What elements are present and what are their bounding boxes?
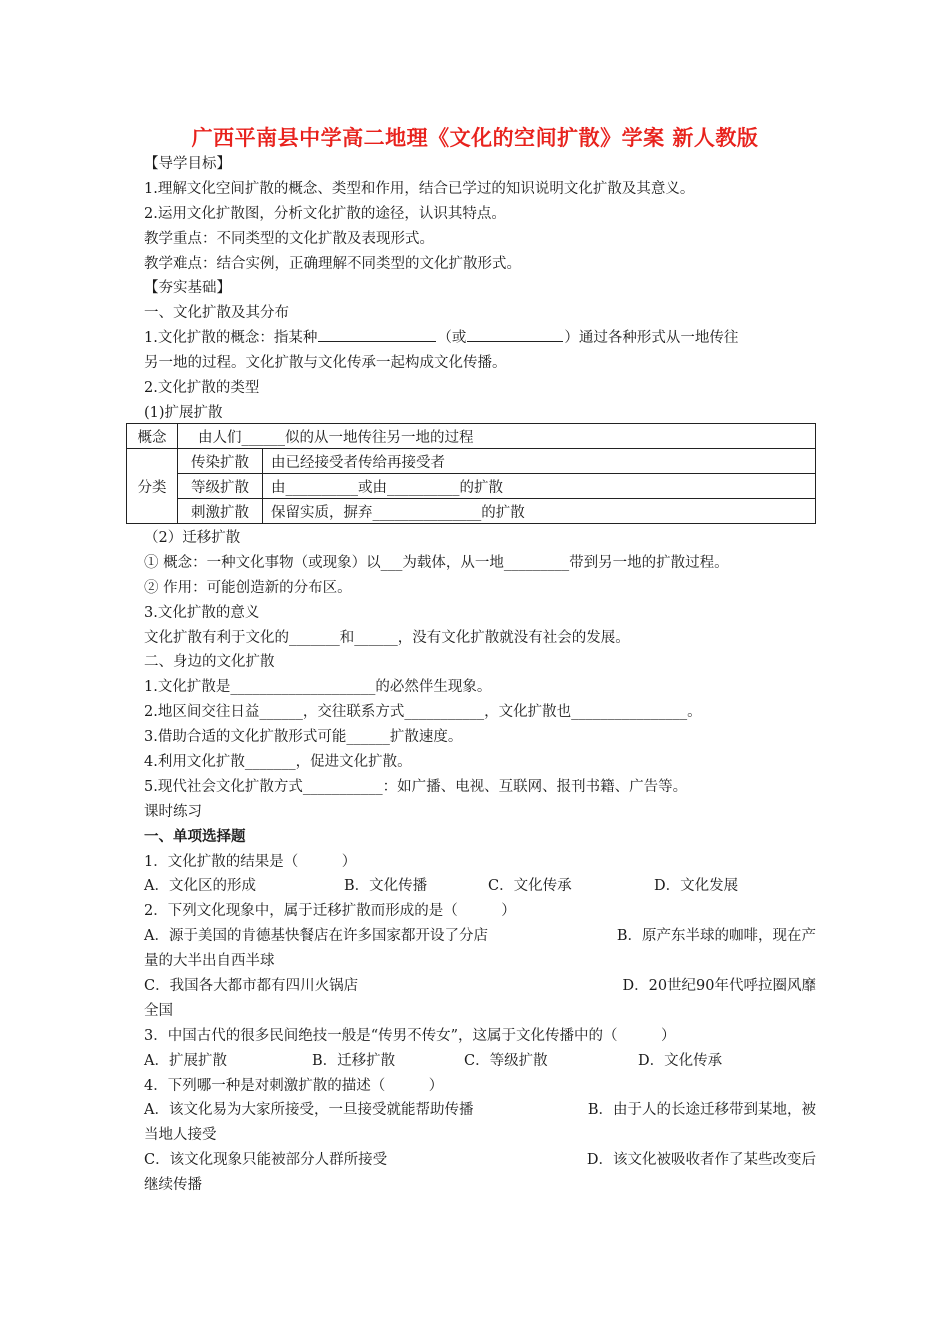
class-label-cell: 分类 bbox=[127, 449, 178, 524]
type-desc-cell: 由已经接受者传给再接受者 bbox=[263, 449, 816, 474]
question-1: 1．文化扩散的结果是（ ） bbox=[144, 853, 357, 870]
document-body bbox=[144, 152, 816, 426]
table-row bbox=[127, 474, 816, 499]
list-item: 3.借助合适的文化扩散形式可能______扩散速度。 bbox=[144, 729, 463, 746]
option-c: C．我国各大都市都有四川火锅店 bbox=[144, 978, 359, 995]
question-4-option-b-cont: 当地人接受 bbox=[144, 1127, 217, 1144]
table-row bbox=[127, 424, 816, 449]
table-row bbox=[127, 449, 816, 474]
type-name-cell: 等级扩散 bbox=[178, 474, 263, 499]
key-point-line: 教学重点：不同类型的文化扩散及表现形式。 bbox=[144, 230, 434, 247]
list-item: 4.利用文化扩散_______，促进文化扩散。 bbox=[144, 754, 412, 771]
table-row bbox=[127, 499, 816, 524]
document-body-continued bbox=[144, 526, 816, 1198]
question-2-options-ab bbox=[144, 924, 816, 949]
concept-line bbox=[144, 326, 816, 351]
concept-line-2: 另一地的过程。文化扩散与文化传承一起构成文化传播。 bbox=[144, 355, 507, 372]
goal-line-2: 2.运用文化扩散图，分析文化扩散的途径，认识其特点。 bbox=[144, 205, 506, 222]
option-c: C．等级扩散 bbox=[464, 1052, 548, 1069]
concept-desc-a: 由人们 bbox=[198, 429, 242, 446]
option-a: A．文化区的形成 bbox=[144, 878, 256, 895]
meaning-line: 文化扩散有利于文化的_______和______，没有文化扩散就没有社会的发展。 bbox=[144, 629, 630, 646]
option-b: B．文化传播 bbox=[344, 878, 428, 895]
section-heading-basics: 【夯实基础】 bbox=[144, 280, 231, 297]
part-heading-1: 一、文化扩散及其分布 bbox=[144, 305, 289, 322]
fill-blank bbox=[467, 326, 563, 342]
option-c: C．该文化现象只能被部分人群所接受 bbox=[144, 1152, 388, 1169]
concept-desc-b: 似的从一地传往另一地的过程 bbox=[285, 429, 474, 446]
option-a: A．该文化易为大家所接受，一旦接受就能帮助传播 bbox=[144, 1102, 474, 1119]
fill-blank bbox=[318, 326, 436, 342]
question-2-options-cd bbox=[144, 974, 816, 999]
type-name-cell: 刺激扩散 bbox=[178, 499, 263, 524]
exercise-heading: 课时练习 bbox=[144, 803, 202, 820]
option-c: C．文化传承 bbox=[488, 878, 572, 895]
type-desc-cell: 保留实质，摒弃_______________的扩散 bbox=[263, 499, 816, 524]
document-title: 广西平南县中学高二地理《文化的空间扩散》学案 新人教版 bbox=[191, 126, 759, 150]
question-2: 2．下列文化现象中，属于迁移扩散而形成的是（ ） bbox=[144, 903, 516, 920]
option-a: A．扩展扩散 bbox=[144, 1052, 227, 1069]
types-heading: 2.文化扩散的类型 bbox=[144, 380, 260, 397]
type-desc-cell: 由__________或由__________的扩散 bbox=[263, 474, 816, 499]
subheading-migration: （2）迁移扩散 bbox=[144, 530, 241, 546]
option-d: D．文化传承 bbox=[638, 1052, 723, 1069]
question-2-option-d-cont: 全国 bbox=[144, 1002, 173, 1019]
question-3: 3．中国古代的很多民间绝技一般是“传男不传女”，这属于文化传播中的（ ） bbox=[144, 1027, 676, 1044]
concept-text-a: 1.文化扩散的概念：指某种 bbox=[144, 330, 318, 347]
section-heading-goals: 【导学目标】 bbox=[144, 156, 231, 172]
concept-desc-blank: ______ bbox=[241, 429, 285, 446]
question-4-option-d-cont: 继续传播 bbox=[144, 1177, 202, 1194]
list-item: 5.现代社会文化扩散方式___________：如广播、电视、互联网、报刊书籍、广告等。 bbox=[144, 778, 688, 795]
question-2-option-b-cont: 量的大半出自西半球 bbox=[144, 953, 275, 970]
option-a: A．源于美国的肯德基快餐店在许多国家都开设了分店 bbox=[144, 928, 488, 945]
exercise-part-heading: 一、单项选择题 bbox=[144, 828, 246, 845]
option-d: D．该文化被吸收者作了某些改变后 bbox=[586, 1152, 816, 1169]
concept-desc-cell bbox=[178, 424, 816, 449]
option-d: D．文化发展 bbox=[654, 878, 739, 895]
concept-text-c: ）通过各种形式从一地传往 bbox=[564, 330, 739, 347]
option-b: B．原产东半球的咖啡，现在产 bbox=[616, 928, 816, 945]
difficulty-line: 教学难点：结合实例，正确理解不同类型的文化扩散形式。 bbox=[144, 255, 521, 272]
migration-effect-line: ② 作用：可能创造新的分布区。 bbox=[144, 579, 352, 596]
question-4-options-ab bbox=[144, 1098, 816, 1123]
concept-text-b: （或 bbox=[437, 330, 467, 347]
expansion-diffusion-table bbox=[126, 423, 816, 524]
type-name-cell: 传染扩散 bbox=[178, 449, 263, 474]
option-b: B．迁移扩散 bbox=[312, 1052, 396, 1069]
list-item: 1.文化扩散是____________________的必然伴生现象。 bbox=[144, 679, 492, 696]
question-4-options-cd bbox=[144, 1148, 816, 1173]
question-1-options bbox=[144, 874, 816, 899]
migration-concept-line: ① 概念：一种文化事物（或现象）以___为载体，从一地_________带到另一地的扩散过程。 bbox=[144, 554, 729, 571]
concept-label-cell: 概念 bbox=[127, 424, 178, 449]
question-3-options bbox=[144, 1049, 816, 1074]
meaning-heading: 3.文化扩散的意义 bbox=[144, 604, 260, 621]
part-heading-2: 二、身边的文化扩散 bbox=[144, 654, 275, 671]
question-4: 4．下列哪一种是对刺激扩散的描述（ ） bbox=[144, 1077, 444, 1094]
option-b: B．由于人的长途迁移带到某地，被 bbox=[587, 1102, 816, 1119]
list-item: 2.地区间交往日益______，交往联系方式___________，文化扩散也________________。 bbox=[144, 704, 702, 721]
subheading-expansion: (1)扩展扩散 bbox=[144, 404, 223, 421]
goal-line-1: 1.理解文化空间扩散的概念、类型和作用，结合已学过的知识说明文化扩散及其意义。 bbox=[144, 180, 695, 197]
option-d: D．20世纪90年代呼拉圈风靡 bbox=[622, 978, 816, 995]
